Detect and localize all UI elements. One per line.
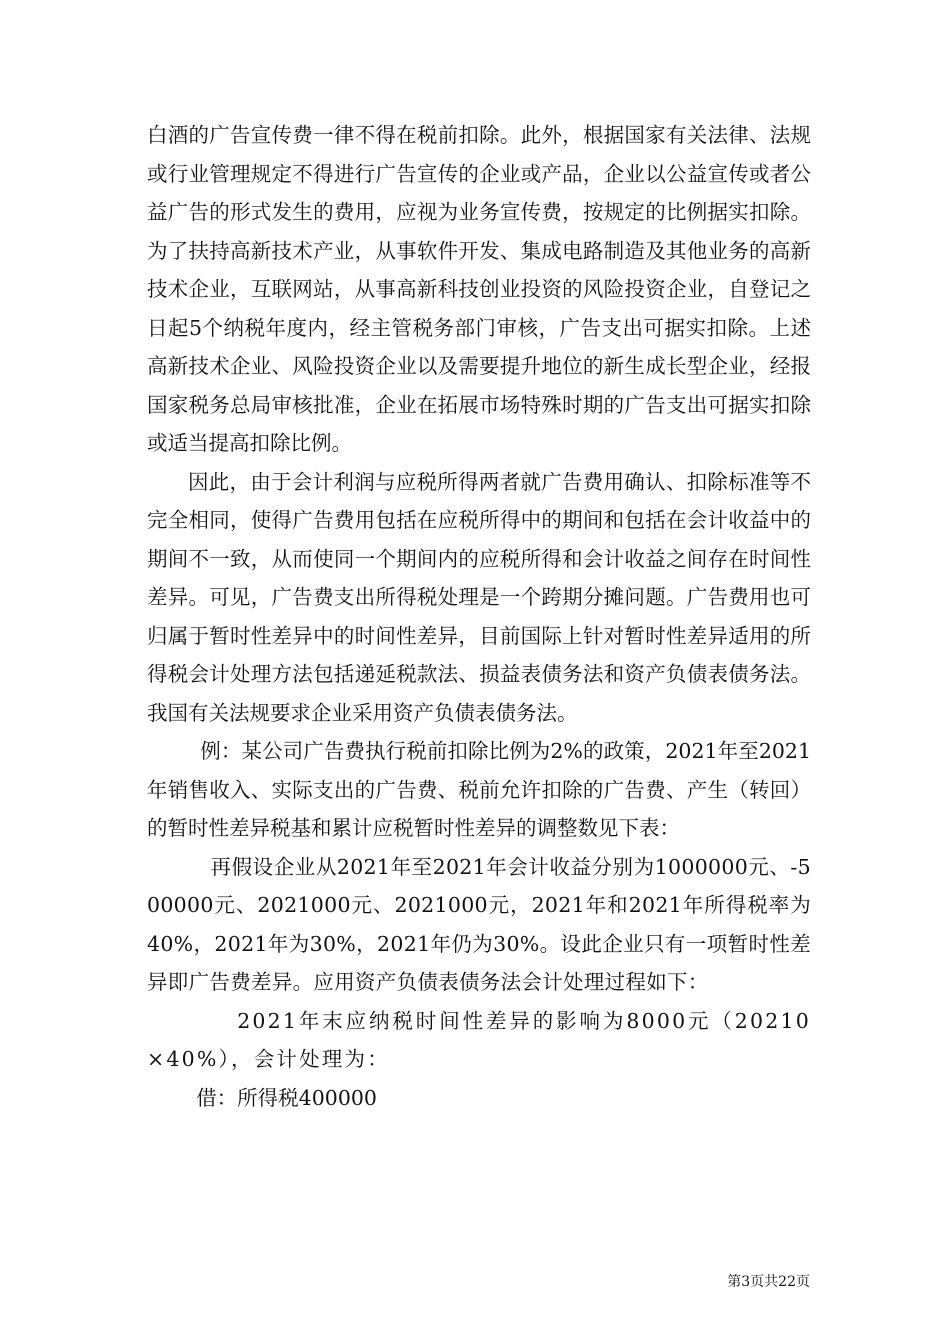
page-number-footer: 第3页共22页 (727, 1274, 810, 1290)
paragraph-assumptions: 再假设企业从2021年至2021年会计收益分别为1000000元、-500000元、2021000元、2021000元，2021年和2021年所得税率为40%，2021年为30%，2021年仍为30%。设此企业只有一项暂时性差异即广告费差异。应用资产负债表债务法会计处理过程如下： (147, 854, 811, 994)
paragraph-journal-entry: 借：所得税400000 (196, 1085, 377, 1110)
paragraph-year-end-impact: 2021年末应纳税时间性差异的影响为8000元（20210×40%），会计处理为： (147, 1008, 811, 1071)
paragraph-example-intro: 例：某公司广告费执行税前扣除比例为2%的政策，2021年至2021年销售收入、实际支出的广告费、税前允许扣除的广告费、产生（转回）的暂时性差异税基和累计应税暂时性差异的调整数见下表： (147, 739, 811, 840)
document-body (147, 116, 811, 1117)
paragraph-advertising-deduction-rules: 白酒的广告宣传费一律不得在税前扣除。此外，根据国家有关法律、法规或行业管理规定不得进行广告宣传的企业或产品，企业以公益宣传或者公益广告的形式发生的费用，应视为业务宣传费，按规定的比例据实扣除。为了扶持高新技术产业，从事软件开发、集成电路制造及其他业务的高新技术企业，互联网站，从事高新科技创业投资的风险投资企业，自登记之日起5个纳税年度内，经主管税务部门审核，广告支出可据实扣除。上述高新技术企业、风险投资企业以及需要提升地位的新生成长型企业，经报国家税务总局审核批准，企业在拓展市场特殊时期的广告支出可据实扣除或适当提高扣除比例。 (147, 123, 811, 455)
paragraph-timing-difference-explanation: 因此，由于会计利润与应税所得两者就广告费用确认、扣除标准等不完全相同，使得广告费用包括在应税所得中的期间和包括在会计收益中的期间不一致，从而使同一个期间内的应税所得和会计收益之间存在时间性差异。可见，广告费支出所得税处理是一个跨期分摊问题。广告费用也可归属于暂时性差异中的时间性差异，目前国际上针对暂时性差异适用的所得税会计处理方法包括递延税款法、损益表债务法和资产负债表债务法。我国有关法规要求企业采用资产负债表债务法。 (147, 469, 811, 725)
